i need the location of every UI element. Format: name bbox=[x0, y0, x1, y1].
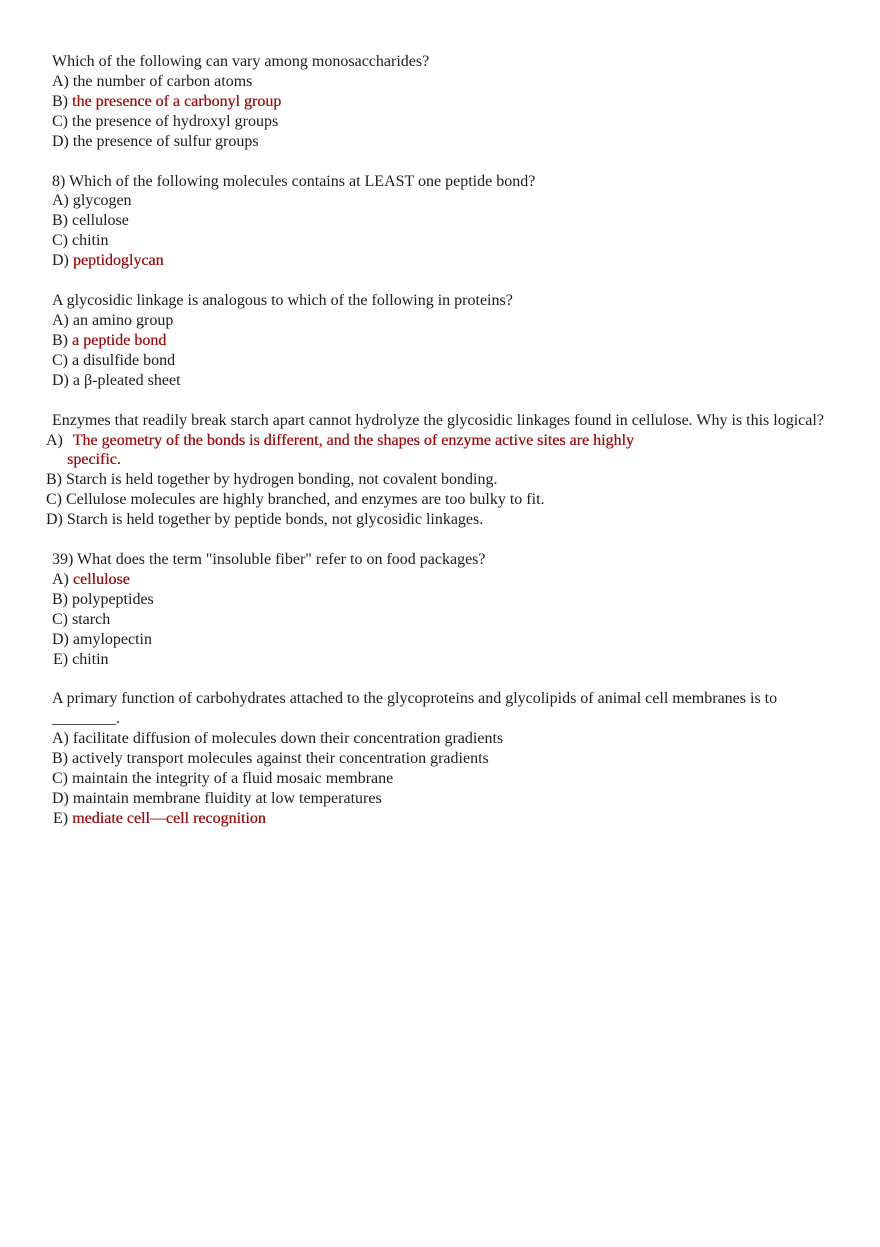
question-1 bbox=[0, 52, 880, 152]
option-text: a disulfide bond bbox=[72, 351, 176, 369]
option-e bbox=[0, 650, 880, 670]
option-text: Cellulose molecules are highly branched, and enzymes are too bulky to fit. bbox=[66, 491, 545, 509]
correct-answer-text: the presence of a carbonyl group bbox=[72, 92, 282, 110]
question-stem: 39) What does the term "insoluble fiber" refer to on food packages? bbox=[52, 551, 486, 569]
option-c bbox=[0, 112, 880, 132]
option-letter: C) bbox=[52, 610, 68, 628]
option-e-correct bbox=[0, 809, 880, 829]
option-text: chitin bbox=[72, 650, 109, 668]
question-3 bbox=[0, 291, 880, 391]
question-stem: Which of the following can vary among monosaccharides? bbox=[52, 53, 430, 70]
option-letter: C) bbox=[52, 351, 68, 369]
option-letter: C) bbox=[46, 491, 62, 509]
option-a-correct bbox=[0, 570, 880, 590]
option-d bbox=[0, 789, 880, 809]
option-a-continuation bbox=[0, 450, 880, 470]
option-a bbox=[0, 311, 880, 331]
option-d bbox=[0, 510, 880, 530]
option-d bbox=[0, 630, 880, 650]
option-text: a β-pleated sheet bbox=[72, 371, 181, 389]
option-b bbox=[0, 211, 880, 231]
question-stem: Enzymes that readily break starch apart cannot hydrolyze the glycosidic linkages found in cellulose. Why is this logical? bbox=[52, 411, 824, 429]
option-text: cellulose bbox=[72, 212, 129, 230]
document-page bbox=[0, 52, 880, 849]
question-stem: 8) Which of the following molecules contains at LEAST one peptide bond? bbox=[52, 172, 536, 190]
option-c bbox=[0, 610, 880, 630]
question-2 bbox=[0, 172, 880, 272]
option-b bbox=[0, 590, 880, 610]
option-letter: A) bbox=[52, 72, 69, 90]
option-letter: D) bbox=[52, 252, 69, 270]
option-d bbox=[0, 132, 880, 152]
question-stem: A primary function of carbohydrates attached to the glycoproteins and glycolipids of animal cell membranes is to ________. bbox=[52, 690, 778, 728]
option-letter: E) bbox=[53, 650, 69, 668]
correct-answer-text: mediate cell—cell recognition bbox=[72, 809, 266, 827]
option-a bbox=[0, 72, 880, 92]
question-6 bbox=[0, 689, 880, 828]
option-letter: B) bbox=[46, 471, 62, 489]
option-text: amylopectin bbox=[72, 630, 152, 648]
option-letter: C) bbox=[52, 770, 68, 788]
option-letter: D) bbox=[52, 630, 69, 648]
option-text: starch bbox=[72, 610, 111, 628]
option-text: the number of carbon atoms bbox=[72, 72, 253, 90]
question-4 bbox=[0, 411, 880, 530]
option-text: glycogen bbox=[72, 192, 132, 210]
option-text: an amino group bbox=[72, 311, 174, 329]
option-c bbox=[0, 490, 880, 510]
option-text: chitin bbox=[72, 232, 109, 250]
correct-answer-text-continuation: specific. bbox=[67, 451, 121, 469]
correct-answer-text: cellulose bbox=[72, 570, 130, 588]
option-text: maintain the integrity of a fluid mosaic membrane bbox=[72, 770, 394, 788]
option-letter: D) bbox=[46, 511, 63, 529]
option-b-correct bbox=[0, 92, 880, 112]
option-letter: B) bbox=[52, 92, 68, 110]
option-text: facilitate diffusion of molecules down their concentration gradients bbox=[72, 730, 504, 748]
option-letter: C) bbox=[52, 112, 68, 130]
option-letter: B) bbox=[52, 212, 68, 230]
option-letter: D) bbox=[52, 790, 69, 807]
option-c bbox=[0, 231, 880, 251]
option-letter: B) bbox=[52, 750, 68, 768]
question-5 bbox=[0, 550, 880, 669]
option-text: Starch is held together by peptide bonds, not glycosidic linkages. bbox=[66, 511, 484, 529]
correct-answer-text: The geometry of the bonds is different, and the shapes of enzyme active sites are highly bbox=[72, 431, 634, 449]
option-text: polypeptides bbox=[72, 590, 154, 608]
option-c bbox=[0, 769, 880, 789]
option-letter: A) bbox=[52, 311, 69, 329]
option-letter: D) bbox=[52, 132, 69, 150]
option-b bbox=[0, 470, 880, 490]
option-b bbox=[0, 749, 880, 769]
option-letter: E) bbox=[53, 809, 69, 827]
option-text: the presence of hydroxyl groups bbox=[72, 112, 279, 130]
option-text: actively transport molecules against their concentration gradients bbox=[72, 750, 489, 768]
option-text: Starch is held together by hydrogen bonding, not covalent bonding. bbox=[66, 471, 498, 489]
correct-answer-text: a peptide bond bbox=[72, 331, 167, 349]
option-text: maintain membrane fluidity at low temperatures bbox=[72, 790, 382, 807]
option-c bbox=[0, 351, 880, 371]
option-letter: D) bbox=[52, 371, 69, 389]
option-letter: A) bbox=[46, 431, 63, 449]
option-letter: A) bbox=[52, 192, 69, 210]
option-a bbox=[0, 191, 880, 211]
correct-answer-text: peptidoglycan bbox=[72, 252, 164, 270]
option-text: the presence of sulfur groups bbox=[72, 132, 259, 150]
option-d bbox=[0, 371, 880, 391]
option-letter: A) bbox=[52, 570, 69, 588]
option-letter: C) bbox=[52, 232, 68, 250]
option-letter: A) bbox=[52, 730, 69, 748]
option-letter: B) bbox=[52, 331, 68, 349]
option-letter: B) bbox=[52, 590, 68, 608]
question-stem: A glycosidic linkage is analogous to which of the following in proteins? bbox=[52, 292, 513, 310]
option-d-correct bbox=[0, 251, 880, 271]
option-a bbox=[0, 729, 880, 749]
option-a-correct bbox=[0, 431, 880, 451]
option-b-correct bbox=[0, 331, 880, 351]
